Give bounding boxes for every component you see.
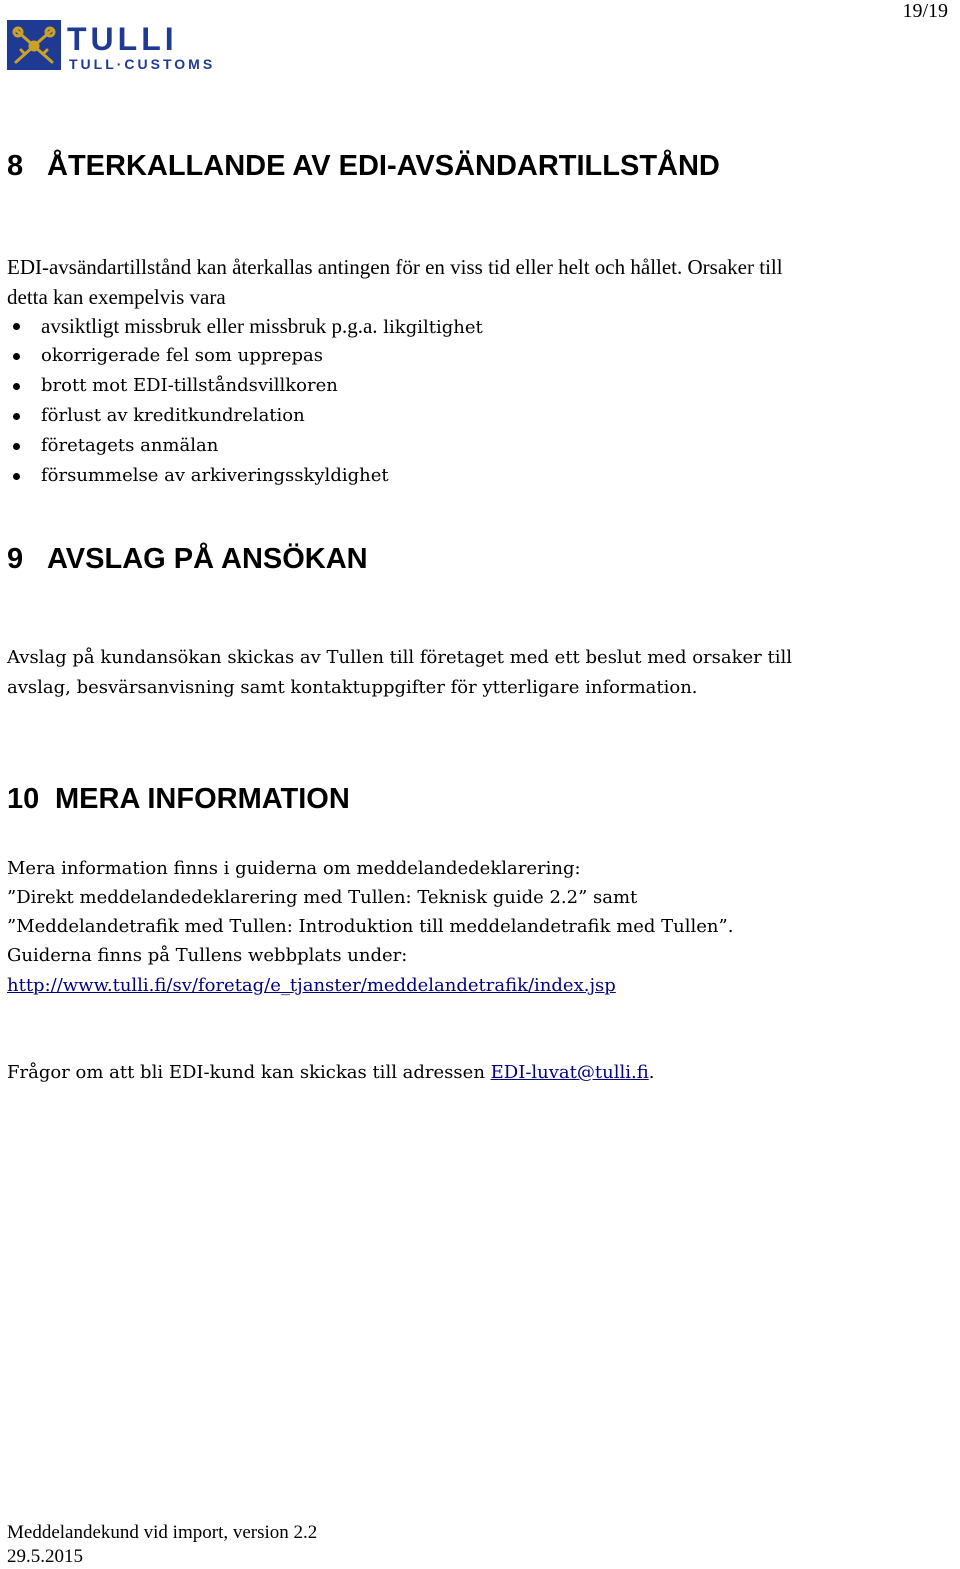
contact-prefix: Frågor om att bli EDI-kund kan skickas till adressen <box>7 1062 491 1083</box>
section-9-title: AVSLAG PÅ ANSÖKAN <box>47 543 368 575</box>
footer-date: 29.5.2015 <box>7 1546 83 1567</box>
footer-document-title: Meddelandekund vid import, version 2.2 <box>7 1522 318 1543</box>
section-10-line1: Mera information finns i guiderna om meddelandedeklarering: <box>7 858 581 879</box>
bullet-text: likgiltighet <box>377 317 483 338</box>
url-line <box>7 971 616 1001</box>
contact-suffix: . <box>648 1062 655 1083</box>
bullet-lead-text: avsiktligt missbruk eller missbruk p.g.a. <box>41 314 378 338</box>
section-8-bullet-list <box>7 311 483 491</box>
bullet-icon <box>13 353 20 360</box>
section-9-heading <box>7 543 368 576</box>
bullet-icon <box>13 473 20 480</box>
section-10-number: 10 <box>7 783 40 815</box>
footer <box>7 1521 317 1569</box>
logo-brand-text: TULLI <box>67 21 178 57</box>
list-item <box>7 431 483 461</box>
list-item <box>7 311 483 341</box>
bullet-text: okorrigerade fel som upprepas <box>41 345 323 366</box>
section-8-heading <box>7 150 720 183</box>
section-10-heading <box>7 783 350 816</box>
section-8-intro-line2: detta kan exempelvis vara <box>7 285 226 309</box>
section-9-line2: avslag, besvärsanvisning samt kontaktuppgifter för ytterligare information. <box>7 677 698 698</box>
list-item <box>7 371 483 401</box>
section-8-title: ÅTERKALLANDE AV EDI-AVSÄNDARTILLSTÅND <box>47 150 720 182</box>
section-9-number: 9 <box>7 543 24 575</box>
logo-sub-text: TULL·CUSTOMS <box>69 56 216 72</box>
bullet-text: försummelse av arkiveringsskyldighet <box>41 465 389 486</box>
bullet-icon <box>13 383 20 390</box>
section-10-title: MERA INFORMATION <box>55 783 350 815</box>
contact-line <box>7 1058 654 1088</box>
bullet-icon <box>13 413 20 420</box>
tulli-webpage-link[interactable]: http://www.tulli.fi/sv/foretag/e_tjanster/meddelandetrafik/index.jsp <box>7 975 616 996</box>
bullet-text: brott mot EDI-tillståndsvillkoren <box>41 375 338 396</box>
page-number: 19/19 <box>902 0 948 22</box>
bullet-icon <box>13 443 20 450</box>
list-item <box>7 401 483 431</box>
bullet-text: förlust av kreditkundrelation <box>41 405 305 426</box>
list-item <box>7 341 483 371</box>
section-8-number: 8 <box>7 150 24 182</box>
tulli-logo <box>7 20 277 74</box>
section-10-line4: Guiderna finns på Tullens webbplats under: <box>7 945 408 966</box>
bullet-text: företagets anmälan <box>41 435 219 456</box>
bullet-icon <box>13 323 20 330</box>
section-9-line1: Avslag på kundansökan skickas av Tullen till företaget med ett beslut med orsaker till <box>7 647 792 668</box>
contact-email-link[interactable]: EDI-luvat@tulli.fi <box>490 1062 649 1083</box>
list-item <box>7 461 483 491</box>
section-10-line3: ”Meddelandetrafik med Tullen: Introduktion till meddelandetrafik med Tullen”. <box>7 916 734 937</box>
section-10-line2: ”Direkt meddelandedeklarering med Tullen: Teknisk guide 2.2” samt <box>7 887 638 908</box>
section-8-intro-line1: EDI-avsändartillstånd kan återkallas antingen för en viss tid eller helt och hållet. Orsaker till <box>7 255 783 279</box>
